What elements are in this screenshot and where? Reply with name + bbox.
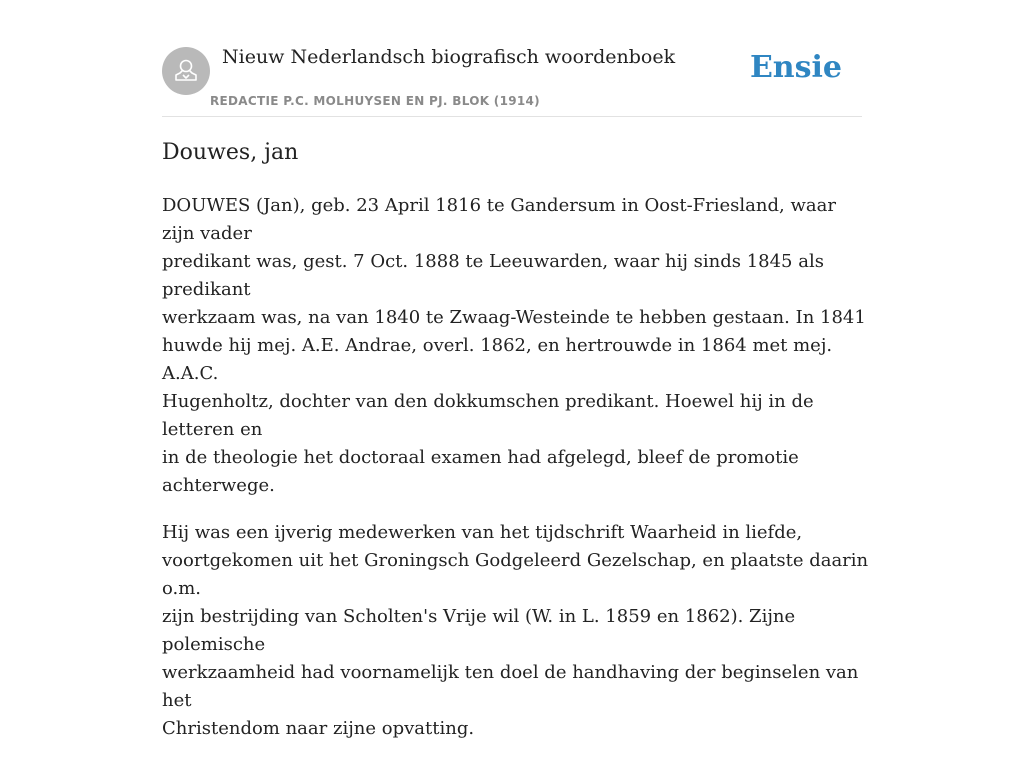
paragraph xyxy=(162,192,874,500)
entry-title: Douwes, jan xyxy=(162,140,299,165)
text-line: Hij was een ijverig medewerken van het tijdschrift Waarheid in liefde, xyxy=(162,522,803,543)
book-title[interactable]: Nieuw Nederlandsch biografisch woordenboek xyxy=(222,46,676,68)
brand-logo-link[interactable]: Ensie xyxy=(749,50,842,85)
text-line: werkzaam was, na van 1840 te Zwaag-Westeinde te hebben gestaan. In 1841 xyxy=(162,307,866,328)
paragraph xyxy=(162,519,874,743)
avatar xyxy=(162,47,210,95)
entry-body xyxy=(162,192,874,762)
text-line: in de theologie het doctoraal examen had afgelegd, bleef de promotie achterwege. xyxy=(162,447,799,496)
user-placeholder-icon xyxy=(162,47,210,95)
text-line: werkzaamheid had voornamelijk ten doel de handhaving der beginselen van het xyxy=(162,662,859,711)
text-line: Christendom naar zijne opvatting. xyxy=(162,718,475,739)
text-line: huwde hij mej. A.E. Andrae, overl. 1862, en hertrouwde in 1864 met mej. A.A.C. xyxy=(162,335,833,384)
source-header xyxy=(162,36,862,117)
text-line: Hugenholtz, dochter van den dokkumschen predikant. Hoewel hij in de letteren en xyxy=(162,391,814,440)
text-line: DOUWES (Jan), geb. 23 April 1816 te Gandersum in Oost-Friesland, waar zijn vader xyxy=(162,195,836,244)
text-line: predikant was, gest. 7 Oct. 1888 te Leeuwarden, waar hij sinds 1845 als predikant xyxy=(162,251,824,300)
text-line: voortgekomen uit het Groningsch Godgeleerd Gezelschap, en plaatste daarin o.m. xyxy=(162,550,869,599)
editors-line: REDACTIE P.C. MOLHUYSEN EN PJ. BLOK (1914) xyxy=(210,94,540,108)
text-line: zijn bestrijding van Scholten's Vrije wil (W. in L. 1859 en 1862). Zijne polemische xyxy=(162,606,796,655)
